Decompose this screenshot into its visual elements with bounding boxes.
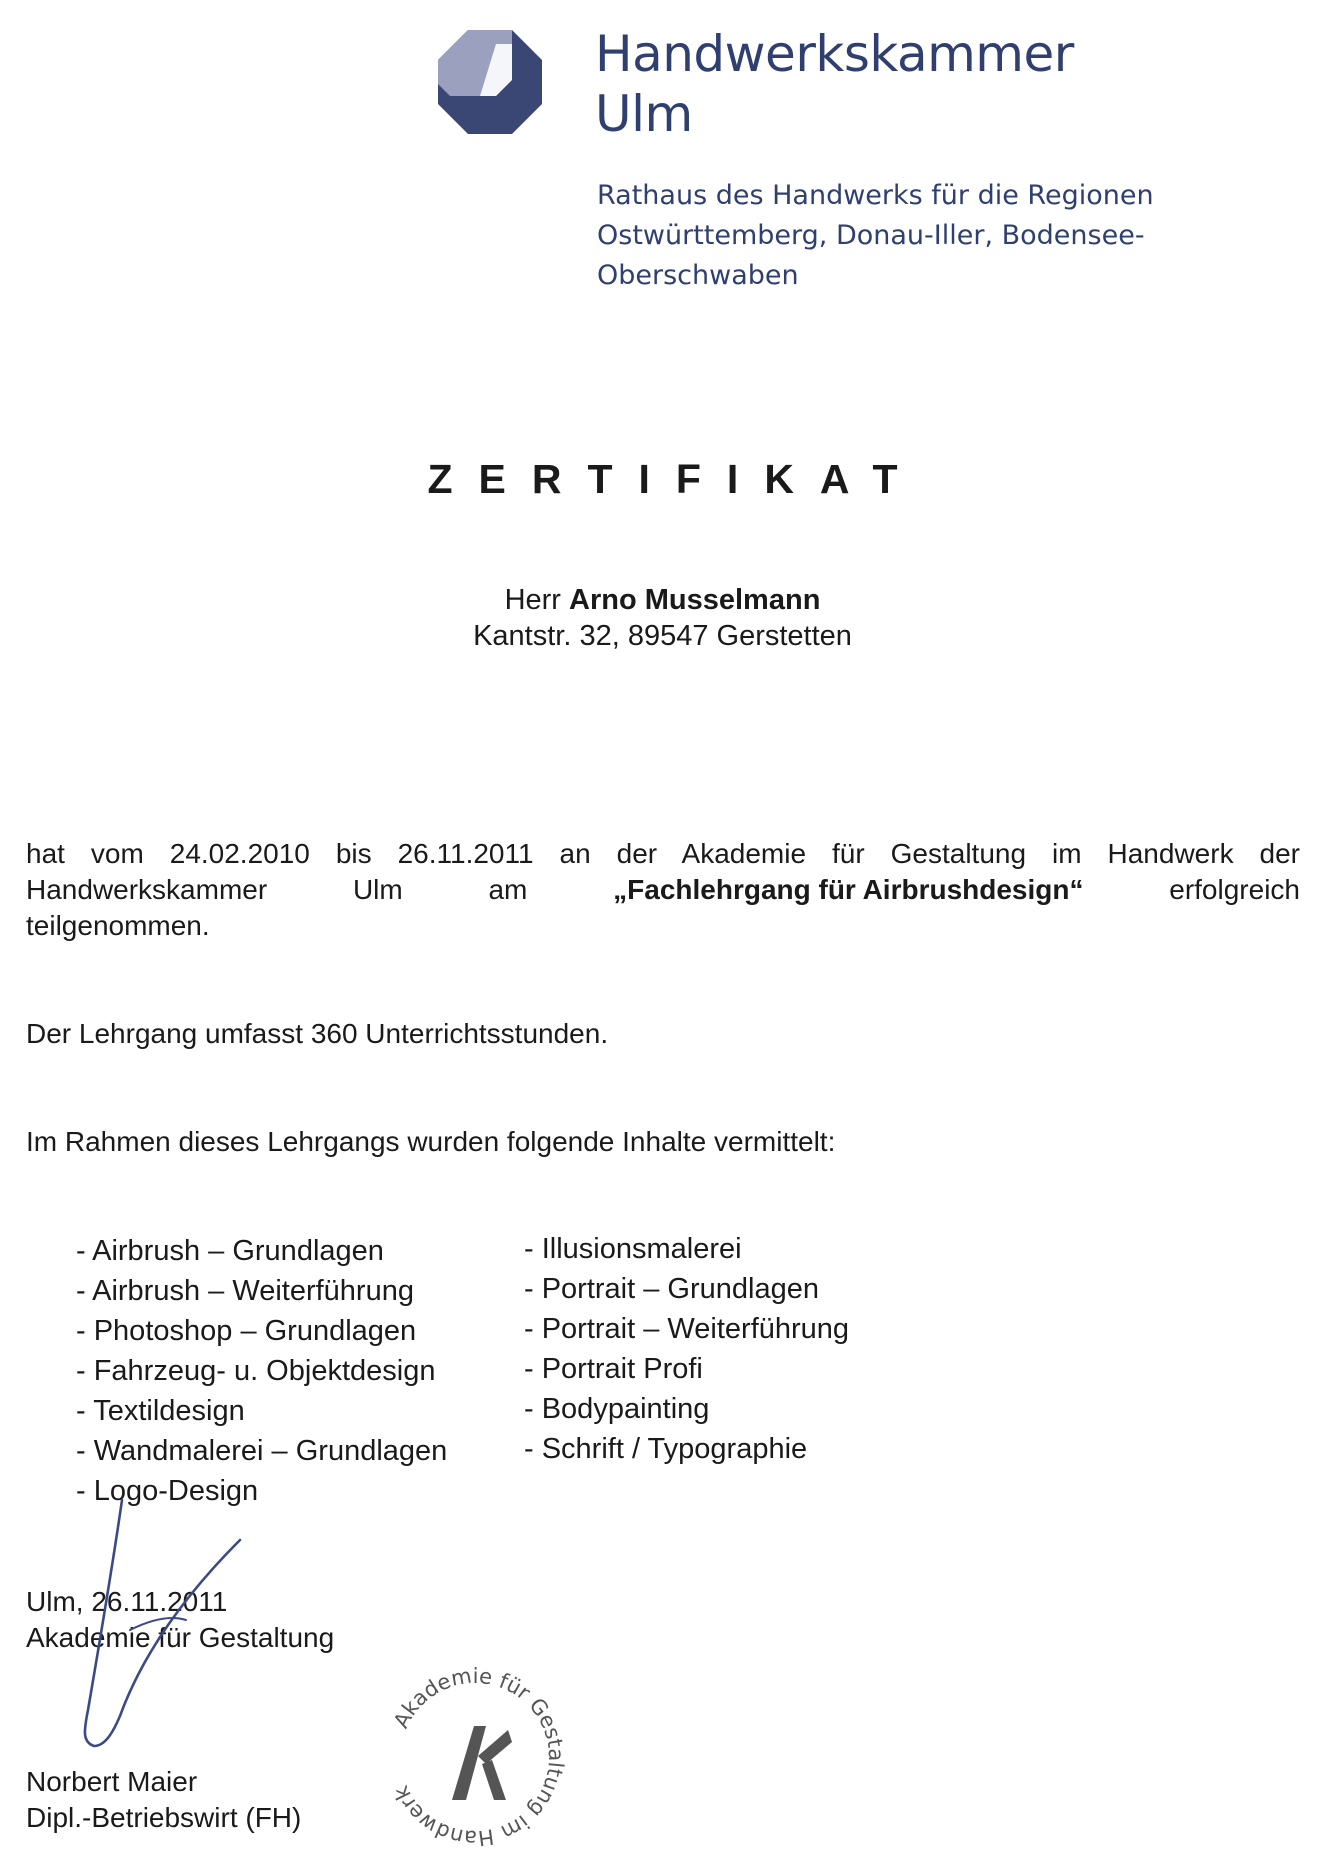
organization-name [595,24,1074,144]
list-item: - Wandmalerei – Grundlagen [76,1435,448,1467]
contents-list-right [524,1229,849,1469]
organization-subtitle-line1: Rathaus des Handwerks für die Regionen [597,180,1154,211]
paragraph-word: Ulm [352,874,403,905]
organization-subtitle [597,176,1325,296]
list-item: - Portrait Profi [524,1353,703,1385]
list-item: - Fahrzeug- u. Objektdesign [76,1355,436,1387]
list-item: - Textildesign [76,1395,245,1427]
list-item: - Portrait – Grundlagen [524,1273,819,1305]
place-date: Ulm, 26.11.2011 [26,1586,228,1617]
seal-ring-text-path: Akademie für Gestaltung im Handwerk [388,1663,569,1851]
contents-intro: Im Rahmen dieses Lehrgangs wurden folgende Inhalte vermittelt: [26,1126,836,1157]
signer-title: Dipl.-Betriebswirt (FH) [26,1802,302,1833]
paragraph-word: am [488,874,528,905]
paragraph-word: Handwerkskammer [26,874,268,905]
participation-paragraph [26,836,1300,944]
signer-name: Norbert Maier [26,1766,198,1797]
list-item: - Logo-Design [76,1475,259,1507]
recipient-address: Kantstr. 32, 89547 Gerstetten [473,620,852,652]
chamber-logo [438,30,542,134]
document-title: ZERTIFIKAT [427,456,924,502]
recipient-name: Arno Musselmann [569,584,821,616]
list-item: - Illusionsmalerei [524,1233,742,1265]
paragraph-line: teilgenommen. [26,910,210,941]
contents-list-left [76,1231,447,1511]
list-item: - Airbrush – Weiterführung [76,1275,414,1307]
hours-paragraph: Der Lehrgang umfasst 360 Unterrichtsstunden. [26,1018,609,1049]
handwritten-signature [60,1480,290,1770]
list-item: - Airbrush – Grundlagen [76,1235,384,1267]
paragraph-line [26,872,1300,908]
paragraph-word: erfolgreich [1169,874,1300,905]
recipient-salutation: Herr [504,584,561,616]
signer-block [26,1764,301,1836]
list-item: - Bodypainting [524,1393,710,1425]
course-title: „Fachlehrgang für Airbrushdesign“ [613,874,1084,905]
recipient-block [0,582,1325,654]
seal-ring-text [389,1664,569,1851]
list-item: - Photoshop – Grundlagen [76,1315,417,1347]
organization-name-line2: Ulm [595,85,693,143]
issuing-institution: Akademie für Gestaltung [26,1622,335,1653]
organization-name-line1: Handwerkskammer [595,25,1074,83]
paragraph-line: hat vom 24.02.2010 bis 26.11.2011 an der Akademie für Gestaltung im Handwerk der [26,838,1300,869]
academy-seal [370,1660,580,1855]
recipient-name-line [0,582,1325,618]
organization-subtitle-line2: Ostwürttemberg, Donau-Iller, Bodensee-Oberschwaben [597,220,1145,291]
list-item: - Schrift / Typographie [524,1433,808,1465]
list-item: - Portrait – Weiterführung [524,1313,850,1345]
